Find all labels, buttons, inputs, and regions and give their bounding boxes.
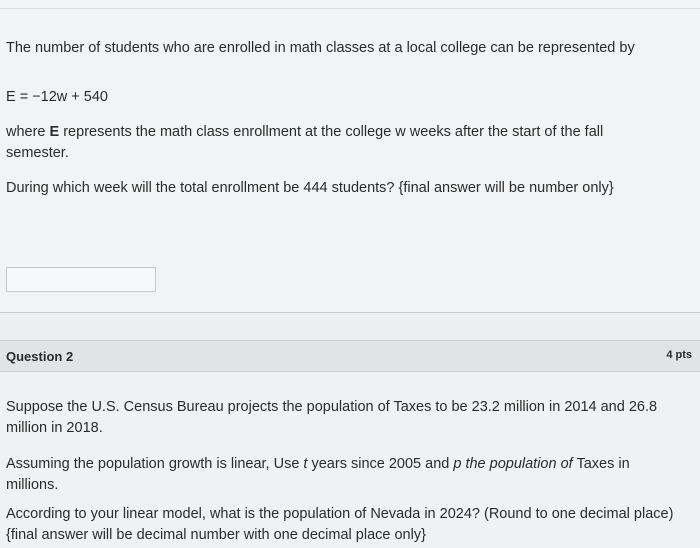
para2-text-a: Assuming the population growth is linear, Use: [6, 456, 304, 472]
question-2-title: Question 2: [6, 349, 74, 364]
top-divider: [0, 8, 700, 9]
question-1-intro: The number of students who are enrolled in math classes at a local college can be represented by: [6, 40, 635, 56]
definition-variable: E: [49, 124, 60, 140]
definition-prefix: where: [6, 124, 50, 140]
question-2-paragraph-3: According to your linear model, what is the population of Nevada in 2024? (Round to one decimal place) {final answer will be decimal number with one decimal place only}: [6, 506, 674, 543]
question-1-prompt: During which week will the total enrollment be 444 students? {final answer will be number only}: [6, 180, 614, 196]
question-2-paragraph-2: [6, 454, 686, 496]
question-2-header: [0, 340, 700, 372]
question-1-equation: E = −12w + 540: [6, 89, 108, 105]
question-1-definition: [6, 122, 656, 164]
question-1-answer-input[interactable]: [6, 267, 156, 292]
section-divider: [0, 312, 700, 313]
question-2-points: 4 pts: [666, 349, 692, 361]
definition-text: represents the math class enrollment at the college w weeks after the start of the fall semester.: [6, 124, 604, 161]
question-2-panel: [0, 372, 700, 548]
para2-var-t: t: [303, 456, 308, 472]
para2-text-b: years since 2005 and: [307, 456, 454, 472]
para2-var-p: p the population of: [453, 456, 573, 472]
question-2-paragraph-1: Suppose the U.S. Census Bureau projects the population of Taxes to be 23.2 million in 2014 and 26.8 million in 2018.: [6, 399, 658, 436]
para2-text-c: Taxes in millions.: [6, 456, 630, 493]
